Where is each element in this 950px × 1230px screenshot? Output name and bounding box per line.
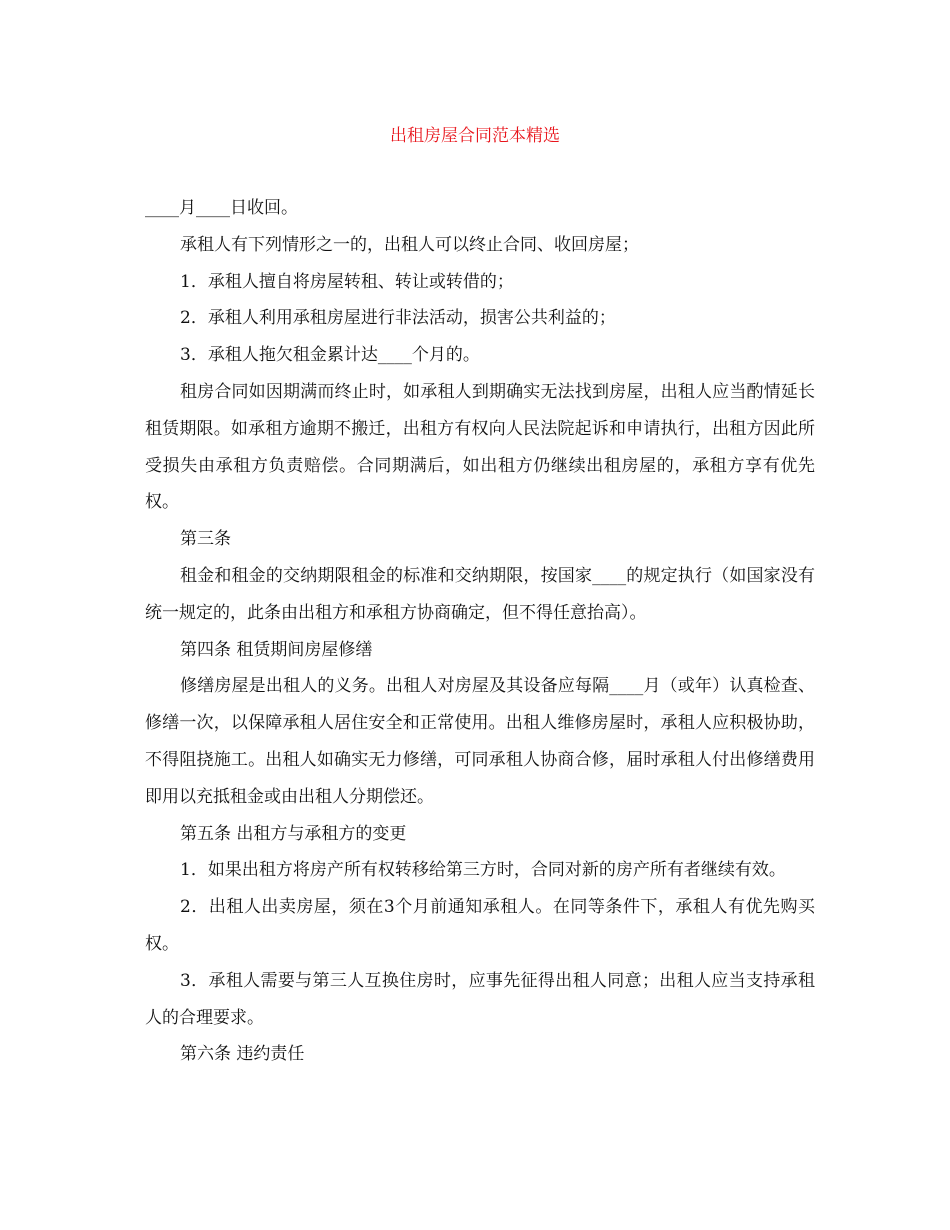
paragraph-contract-expiry: 租房合同如因期满而终止时，如承租人到期确实无法找到房屋，出租人应当酌情延长租赁期限。如承租方逾期不搬迁，出租方有权向人民法院起诉和申请执行，出租方因此所受损失由承租方负责赔偿。合同期满后，如出租方仍继续出租房屋的，承租方享有优先权。 [145,381,815,513]
section-heading-article-6: 第六条 违约责任 [180,1044,305,1065]
paragraph-change-item-3: 3．承租人需要与第三人互换住房时，应事先征得出租人同意；出租人应当支持承租人的合理要求。 [145,970,815,1028]
section-heading-article-3: 第三条 [180,529,231,550]
paragraph-item-1: 1．承租人擅自将房屋转租、转让或转借的； [180,271,514,292]
paragraph-termination-conditions: 承租人有下列情形之一的，出租人可以终止合同、收回房屋； [180,234,639,255]
document-title: 出租房屋合同范本精选 [390,126,560,146]
paragraph-rent-terms: 租金和租金的交纳期限租金的标准和交纳期限，按国家____的规定执行（如国家没有统一规定的，此条由出租方和承租方协商确定，但不得任意抬高）。 [145,565,815,623]
paragraph-change-item-1: 1．如果出租方将房产所有权转移给第三方时，合同对新的房产所有者继续有效。 [180,860,786,881]
paragraph-item-2: 2．承租人利用承租房屋进行非法活动，损害公共利益的； [180,308,616,329]
section-heading-article-4: 第四条 租赁期间房屋修缮 [180,639,373,660]
section-heading-article-5: 第五条 出租方与承租方的变更 [180,823,407,844]
paragraph-item-3: 3．承租人拖欠租金累计达____个月的。 [180,345,480,366]
paragraph-change-item-2: 2．出租人出卖房屋，须在3个月前通知承租人。在同等条件下，承租人有优先购买权。 [145,897,815,954]
paragraph-repairs: 修缮房屋是出租人的义务。出租人对房屋及其设备应每隔____月（或年）认真检查、修缮一次，以保障承租人居住安全和正常使用。出租人维修房屋时，承租人应积极协助，不得阻挠施工。出租人如确实无力修缮，可同承租人协商合修，届时承租人付出修缮费用即用以充抵租金或由出租人分期偿还。 [145,676,815,807]
paragraph-return-date: ____月____日收回。 [145,198,298,218]
document-body [145,190,815,1073]
